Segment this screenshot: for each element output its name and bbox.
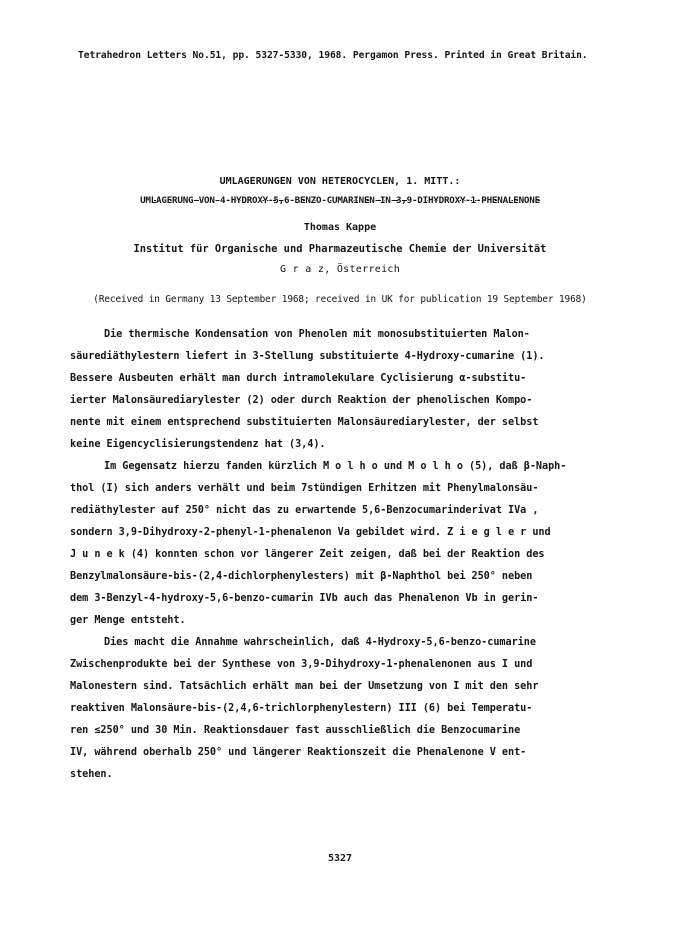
affiliation-city: G r a z, Österreich xyxy=(279,264,401,275)
body-line: ierter Malonsäurediarylester (2) oder durch Reaktion der phenolischen Kompo- xyxy=(70,395,533,406)
body-line: Zwischenprodukte bei der Synthese von 3,9-Dihydroxy-1-phenalenonen aus I und xyxy=(70,659,533,670)
body-line: ger Menge entsteht. xyxy=(70,615,186,626)
body-line: J u n e k (4) konnten schon vor längerer Zeit zeigen, daß bei der Reaktion des xyxy=(70,549,545,560)
body-line: IV, während oberhalb 250° und längerer Reaktionszeit die Phenalenone V ent- xyxy=(70,747,527,758)
author-affiliation: Institut für Organische und Pharmazeutische Chemie der Universität xyxy=(133,243,547,255)
body-line: dem 3-Benzyl-4-hydroxy-5,6-benzo-cumarin IVb auch das Phenalenon Vb in gerin- xyxy=(70,593,539,604)
author-name: Thomas Kappe xyxy=(303,222,377,233)
body-line: nente mit einem entsprechend substituierten Malonsäurediarylester, der selbst xyxy=(70,417,539,428)
body-line: Die thermische Kondensation von Phenolen mit monosubstituierten Malon- xyxy=(104,329,530,340)
page-number: 5327 xyxy=(327,853,353,864)
body-line: keine Eigencyclisierungstendenz hat (3,4). xyxy=(70,439,326,450)
body-line: Malonestern sind. Tatsächlich erhält man bei der Umsetzung von I mit den sehr xyxy=(70,681,539,692)
body-line: Bessere Ausbeuten erhält man durch intramolekulare Cyclisierung α-substitu- xyxy=(70,373,527,384)
body-line: Im Gegensatz hierzu fanden kürzlich M o l h o und M o l h o (5), daß β-Naph- xyxy=(104,461,567,472)
body-line: sondern 3,9-Dihydroxy-2-phenyl-1-phenalenon Va gebildet wird. Z i e g l e r und xyxy=(70,527,551,538)
title-line-1: UMLAGERUNGEN VON HETEROCYCLEN, 1. MITT.: xyxy=(219,176,461,187)
body-line: thol (I) sich anders verhält und beim 7stündigen Erhitzen mit Phenylmalonsäu- xyxy=(70,483,539,494)
body-line: ren ≤250° und 30 Min. Reaktionsdauer fast ausschließlich die Benzocumarine xyxy=(70,725,521,736)
body-line: reaktiven Malonsäure-bis-(2,4,6-trichlorphenylestern) III (6) bei Temperatu- xyxy=(70,703,533,714)
body-line: Benzylmalonsäure-bis-(2,4-dichlorphenylesters) mit β-Naphthol bei 250° neben xyxy=(70,571,533,582)
article-body xyxy=(70,324,610,786)
body-line: stehen. xyxy=(70,769,113,780)
body-line: säurediäthylestern liefert in 3-Stellung substituierte 4-Hydroxy-cumarine (1). xyxy=(70,351,545,362)
running-header: Tetrahedron Letters No.51, pp. 5327-5330, 1968. Pergamon Press. Printed in Great Britain. xyxy=(78,50,588,61)
body-line: rediäthylester auf 250° nicht das zu erwartende 5,6-Benzocumarinderivat IVa , xyxy=(70,505,539,516)
received-dates: (Received in Germany 13 September 1968; received in UK for publication 19 September 1968) xyxy=(93,294,587,305)
body-line: Dies macht die Annahme wahrscheinlich, daß 4-Hydroxy-5,6-benzo-cumarine xyxy=(104,637,536,648)
title-line-2: UMLAGERUNG VON 4-HYDROXY-5,6-BENZO-CUMARINEN IN 3,9-DIHYDROXY-1-PHENALENONE xyxy=(140,195,540,206)
